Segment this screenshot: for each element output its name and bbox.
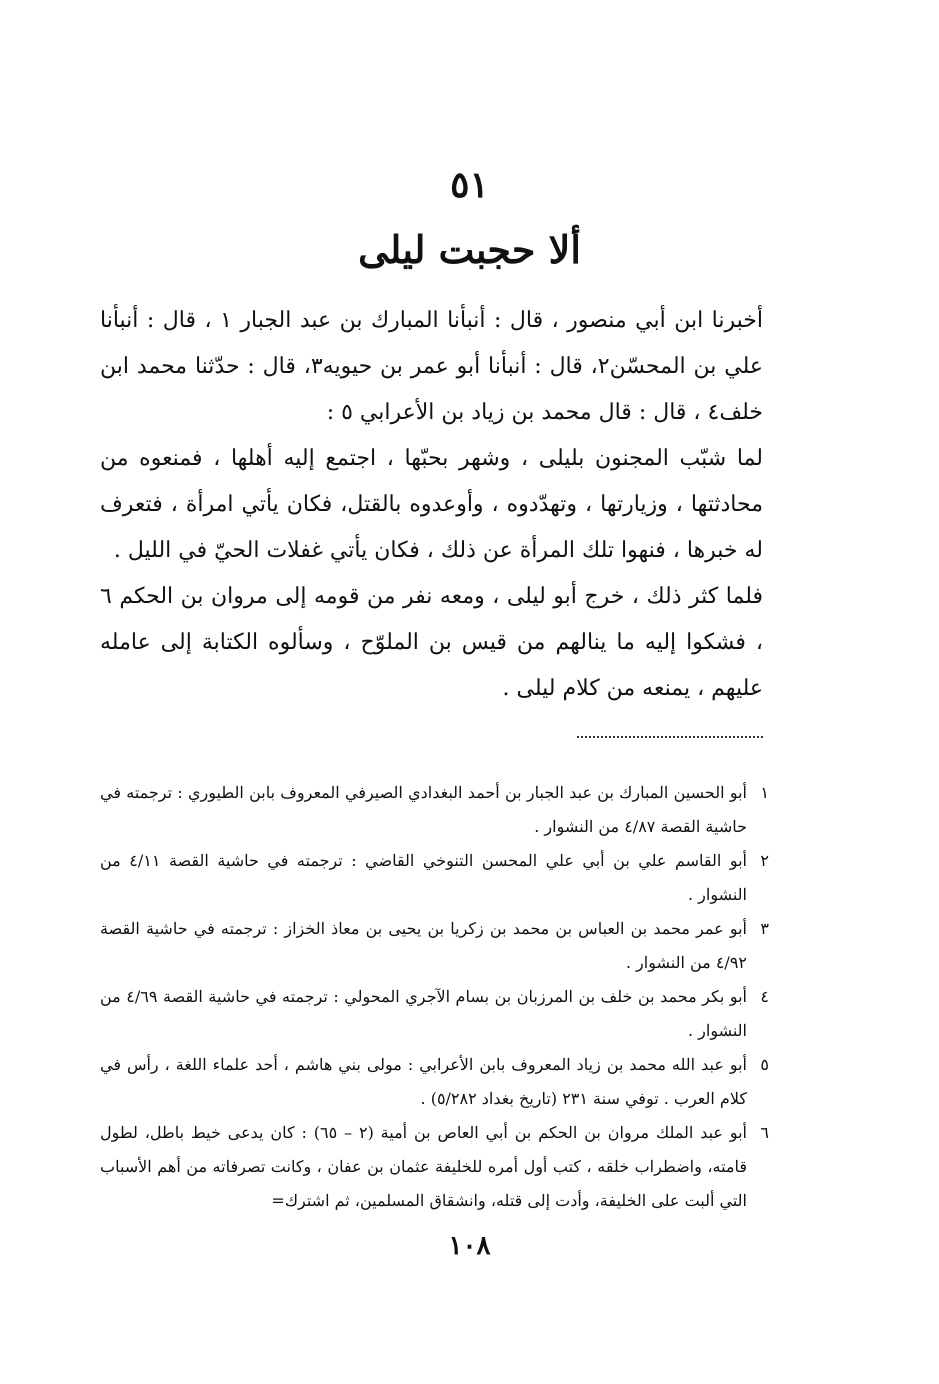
footnote-separator xyxy=(577,736,763,738)
footnote-item xyxy=(100,912,769,980)
footnote-text: أبو عبد الملك مروان بن الحكم بن أبي العاص بن أمية (٢ – ٦٥) : كان يدعى خيط باطل، لطول قامته، واضطراب خلقه ، كتب أول أمره للخليفة عثمان بن عفان ، وكانت تصرفاته من أهم الأسباب التي ألبت على الخليفة، وأدت إلى قتله، وانشقاق المسلمين، ثم اشترك= xyxy=(100,1123,748,1210)
page-number: ١٠٨ xyxy=(448,1231,491,1261)
footnote-text: أبو القاسم علي بن أبي علي المحسن التنوخي القاضي : ترجمته في حاشية القصة ٤/١١ من النشوار . xyxy=(100,851,747,904)
footnote-number: ٢ xyxy=(760,851,769,870)
footnote-item xyxy=(100,1048,769,1116)
chapter-title: ألا حجبت ليلى xyxy=(358,227,581,272)
footnote-number: ٥ xyxy=(760,1055,769,1074)
footnote-item xyxy=(100,980,769,1048)
footnotes xyxy=(100,776,769,1218)
footnote-text: أبو عمر محمد بن العباس بن محمد بن زكريا بن يحيى بن معاذ الخزاز : ترجمته في حاشية القصة ٤/٩٢ من النشوار . xyxy=(100,919,747,972)
footnote-number: ٤ xyxy=(760,987,769,1006)
chapter-number: ٥١ xyxy=(450,164,489,206)
isnad-paragraph: أخبرنا ابن أبي منصور ، قال : أنبأنا المبارك بن عبد الجبار ١ ، قال : أنبأنا علي بن المحسّن٢، قال : أنبأنا أبو عمر بن حيويه٣، قال : حدّثنا محمد ابن خلف٤ ، قال : قال محمد بن زياد بن الأعرابي ٥ : xyxy=(100,308,763,425)
footnote-item xyxy=(100,1116,769,1218)
footnote-number: ٣ xyxy=(760,919,769,938)
body-paragraph-1: لما شبّب المجنون بليلى ، وشهر بحبّها ، اجتمع إليه أهلها ، فمنعوه من محادثتها ، وزيارتها ، وتهدّدوه ، وأوعدوه بالقتل، فكان يأتي امرأة ، فتعرف له خبرها ، فنهوا تلك المرأة عن ذلك ، فكان يأتي غفلات الحيّ في الليل . xyxy=(100,446,763,563)
footnote-text: أبو الحسين المبارك بن عبد الجبار بن أحمد البغدادي الصيرفي المعروف بابن الطيوري : ترجمته في حاشية القصة ٤/٨٧ من النشوار . xyxy=(100,783,748,836)
footnote-item xyxy=(100,776,769,844)
footnote-text: أبو بكر محمد بن خلف بن المرزبان بن بسام الآجري المحولي : ترجمته في حاشية القصة ٤/٦٩ من النشوار . xyxy=(100,987,747,1040)
footnote-item xyxy=(100,844,769,912)
footnote-number: ١ xyxy=(760,783,769,802)
footnote-text: أبو عبد الله محمد بن زياد المعروف بابن الأعرابي : مولى بني هاشم ، أحد علماء اللغة ، رأس في كلام العرب . توفي سنة ٢٣١ (تاريخ بغداد ٥/٢٨٢) . xyxy=(100,1055,747,1108)
footnote-number: ٦ xyxy=(760,1123,769,1142)
body-paragraph-2: فلما كثر ذلك ، خرج أبو ليلى ، ومعه نفر من قومه إلى مروان بن الحكم ٦ ، فشكوا إليه ما ينالهم من قيس بن الملوّح ، وسألوه الكتابة إلى عامله عليهم ، يمنعه من كلام ليلى . xyxy=(100,584,763,701)
main-text xyxy=(100,298,763,712)
